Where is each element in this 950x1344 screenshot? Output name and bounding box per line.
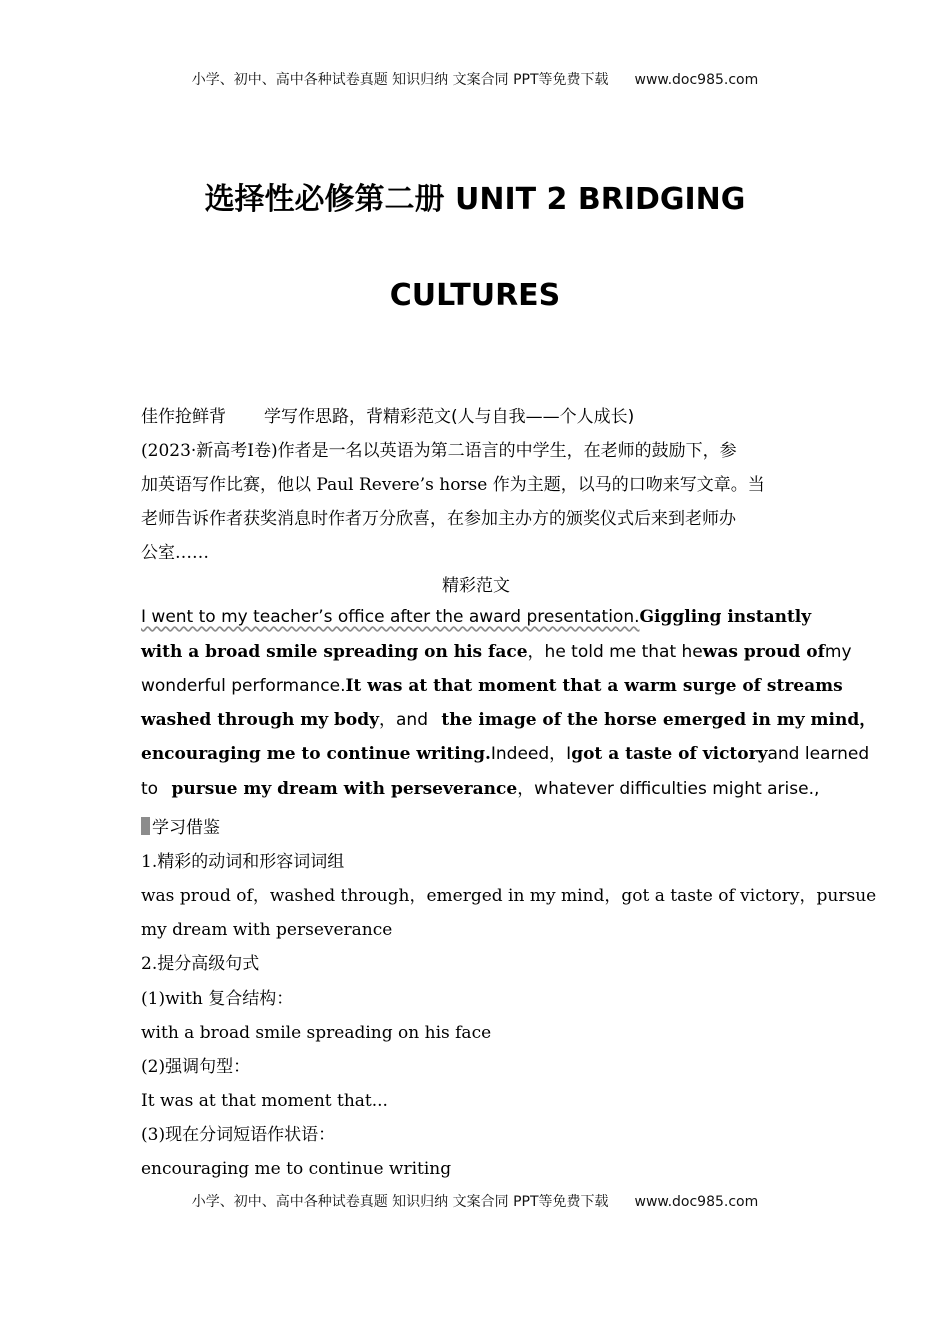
header-banner-text: 小学、初中、高中各种试卷真题 知识归纳 文案合同 PPT等免费下载 [191, 72, 609, 88]
essay-text: ，he told me that he [527, 642, 703, 662]
essay-highlight: with a broad smile spreading on his face [141, 642, 528, 662]
footer-banner-url[interactable]: www.doc985.com [634, 1194, 759, 1210]
essay-text: wonderful performance. [141, 676, 346, 696]
study-item-text: my dream with perseverance [141, 920, 393, 940]
essay-text: Indeed，I [490, 744, 572, 764]
essay-text: ，whatever difficulties might arise., [517, 779, 820, 799]
page-title-continued [0, 278, 950, 313]
title-line-1: 选择性必修第二册 UNIT 2 BRIDGING [204, 182, 746, 217]
essay-highlight: encouraging me to continue writing. [141, 744, 491, 764]
title-line-2: CULTURES [389, 278, 561, 313]
essay-text: my [824, 642, 852, 662]
essay-text: ，and [379, 710, 428, 730]
essay-line-5 [141, 742, 870, 766]
study-heading [141, 816, 811, 840]
essay-text: I went to my teacher’s office after the award presentation. [141, 607, 640, 627]
study-example: It was at that moment that... [141, 1091, 388, 1111]
essay-text: and learned [767, 744, 870, 764]
essay-line-3 [141, 674, 843, 698]
essay-highlight: Giggling instantly [639, 607, 812, 627]
footer-banner-text: 小学、初中、高中各种试卷真题 知识归纳 文案合同 PPT等免费下载 [191, 1194, 609, 1210]
study-example: encouraging me to continue writing [141, 1159, 452, 1179]
essay-text: to [141, 779, 159, 799]
section-subtitle: 学写作思路，背精彩范文(人与自我——个人成长) [264, 407, 635, 427]
intro-line: 老师告诉作者获奖消息时作者万分欣喜，在参加主办方的颁奖仪式后来到老师办 [141, 509, 736, 529]
intro-line: 公室…… [141, 543, 209, 563]
study-sub-title: (1)with 复合结构： [141, 989, 294, 1009]
essay-highlight: got a taste of victory [571, 744, 768, 764]
intro-line: (2023·新高考Ⅰ卷)作者是一名以英语为第二语言的中学生，在老师的鼓励下，参 [141, 441, 737, 461]
footer-banner [0, 1191, 950, 1211]
section-marker-icon [141, 817, 150, 835]
essay-highlight: pursue my dream with perseverance [171, 779, 518, 799]
essay-highlight: washed through my body [141, 710, 380, 730]
section-heading [141, 405, 811, 429]
essay-highlight: It was at that moment that a warm surge of streams [345, 676, 843, 696]
study-item-title: 1.精彩的动词和形容词词组 [141, 852, 345, 872]
section-label: 佳作抢鲜背 [141, 407, 226, 427]
model-essay-heading: 精彩范文 [442, 576, 510, 596]
essay-line-1 [141, 605, 811, 629]
study-item-text: was proud of，washed through，emerged in my mind，got a taste of victory，pursue [141, 886, 877, 906]
essay-highlight: the image of the horse emerged in my mind， [441, 710, 877, 730]
header-banner [0, 69, 950, 89]
intro-line: 加英语写作比赛，他以 Paul Revere’s horse 作为主题，以马的口吻来写文章。当 [141, 475, 765, 495]
study-heading-text: 学习借鉴 [152, 818, 220, 838]
essay-line-4 [141, 708, 877, 732]
header-banner-url[interactable]: www.doc985.com [634, 72, 759, 88]
study-example: with a broad smile spreading on his face [141, 1023, 492, 1043]
essay-highlight: was proud of [702, 642, 825, 662]
page-title [0, 174, 950, 218]
essay-line-2 [141, 640, 852, 664]
study-sub-title: (2)强调句型： [141, 1057, 251, 1077]
study-sub-title: (3)现在分词短语作状语： [141, 1125, 336, 1145]
study-item-title: 2.提分高级句式 [141, 954, 260, 974]
essay-line-6 [141, 777, 820, 801]
